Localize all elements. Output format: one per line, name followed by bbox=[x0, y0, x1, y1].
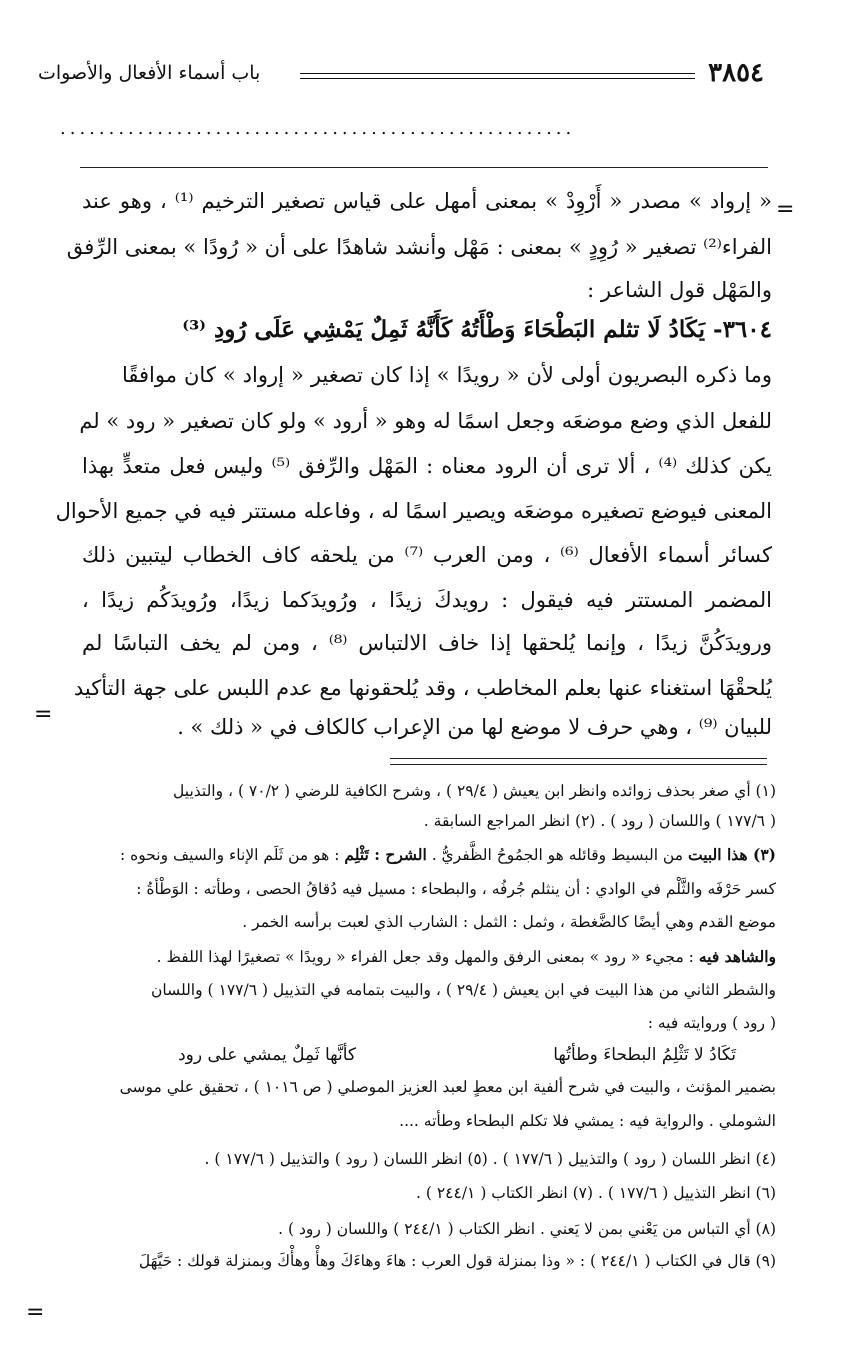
footnote-heading: (٣) هذا البيت bbox=[687, 845, 776, 864]
footnote-line: والشطر الثاني من هذا البيت في ابن يعيش ( ٢٩/٤ ) ، والبيت بتمامه في التذييل ( ١٧٧/٦ ) واللسان bbox=[151, 981, 776, 999]
footnote-line: (٩) قال في الكتاب ( ٢٤٤/١ ) : « وذا بمنزلة قول العرب : هاءَ وهاءَكَ وهأْ وهأْكَ وبمنزلة قولك : حَيَّهَلَ bbox=[138, 1252, 776, 1270]
text-line: الفراء⁽²⁾ تصغير « رُوِدٍ » بمعنى : مَهْل وأنشد شاهدًا على أن « رُودًا » بمعنى الرِّفق bbox=[66, 235, 772, 259]
text-line: والمَهْل قول الشاعر : bbox=[587, 278, 772, 302]
footnote-line: ( ١٧٧/٦ ) واللسان ( رود ) . (٢) انظر المراجع السابقة . bbox=[423, 812, 776, 830]
text-line: المضمر المستتر فيه فيقول : رويدكَ زيدًا ، ورُويدَكما زيدًا، ورُويدَكُم زيدًا ، bbox=[82, 588, 772, 612]
footnote-line bbox=[157, 947, 776, 966]
page-number: ٣٨٥٤ bbox=[708, 58, 764, 88]
footnote-line: الشوملي . والرواية فيه : يمشي فلا تكلم البطحاء وطأته .... bbox=[399, 1112, 776, 1130]
footnote-line: موضع القدم وهي أيضًا كالضَّغطة ، وثمل : الثمل : الشارب الذي لعبت برأسه الخمر . bbox=[242, 913, 776, 931]
verse-hemistich: كأنَّها ثَمِلٌ يمشي على رود bbox=[178, 1045, 356, 1065]
text-line: وما ذكره البصريون أولى لأن « رويدًا » إذا كان تصغير « إرواد » كان موافقًا bbox=[122, 363, 772, 387]
separator-line bbox=[80, 167, 768, 168]
text-line: « إرواد » مصدر « أَرْوِدْ » بمعنى أمهل على قياس تصغير الترخيم ⁽¹⁾ ، وهو عند bbox=[82, 189, 772, 213]
header-rule bbox=[300, 78, 695, 79]
footnote-line: كسر حَرْفَه والثَّلْم في الوادي : أن ينثلم جُرفُه ، والبطحاء : مسيل فيه دُقاقُ الحصى ، وطأته : الوَطْأةُ : bbox=[136, 880, 776, 898]
omission-dots: ..................................................... bbox=[60, 118, 576, 139]
footnote-separator bbox=[390, 764, 767, 765]
text-line: كسائر أسماء الأفعال ⁽⁶⁾ ، ومن العرب ⁽⁷⁾ من يلحقه كاف الخطاب ليتبين ذلك bbox=[82, 543, 772, 567]
footnote-line bbox=[120, 845, 776, 864]
header-rule bbox=[300, 73, 695, 74]
verse-hemistich: تَكَادُ لا تَثْلِمُ البطحاءَ وطأتُها bbox=[553, 1045, 736, 1065]
chapter-title: باب أسماء الأفعال والأصوات bbox=[38, 62, 261, 84]
text-line: يكن كذلك ⁽⁴⁾ ، ألا ترى أن الرود معناه : المَهْل والرِّفق ⁽⁵⁾ وليس فعل متعدٍّ بهذا bbox=[82, 454, 772, 478]
continuation-mark: = bbox=[34, 702, 53, 727]
footnote-line: (٤) انظر اللسان ( رود ) والتذييل ( ١٧٧/٦ ) . (٥) انظر اللسان ( رود ) والتذييل ( ١٧٧/٦ ) . bbox=[204, 1150, 776, 1168]
text-line: يُلحقْهَا استغناء عنها بعلم المخاطب ، وقد يُلحقونها مع عدم اللبس على جهة التأكيد bbox=[73, 676, 772, 700]
footnote-text: : هو من ثَلَم الإناء والسيف ونحوه : bbox=[120, 846, 345, 864]
footnote-line: (٨) أي التباس من يَعْني بمن لا يَعني . انظر الكتاب ( ٢٤٤/١ ) واللسان ( رود ) . bbox=[278, 1220, 776, 1238]
footnote-line: بضمير المؤنث ، والبيت في شرح ألفية ابن معطٍ لعبد العزيز الموصلي ( ص ١٠١٦ ) ، تحقيق علي موسى bbox=[119, 1078, 776, 1096]
footnote-line: ( رود ) وروايته فيه : bbox=[647, 1014, 776, 1032]
text-line: للفعل الذي وضع موضعَه وجعل اسمًا له وهو « أرود » ولو كان تصغير « رود » لم bbox=[79, 409, 772, 433]
text-line: للبيان ⁽⁹⁾ ، وهي حرف لا موضع لها من الإعراب كالكاف في « ذلك » . bbox=[177, 715, 772, 739]
footnote-line: (٦) انظر التذييل ( ١٧٧/٦ ) . (٧) انظر الكتاب ( ٢٤٤/١ ) . bbox=[416, 1184, 776, 1202]
footnote-text: من البسيط وقائله هو الجمُوحُ الظَّفريُّ . bbox=[426, 846, 688, 864]
verse-line: ٣٦٠٤- يَكَادُ لَا تثلم البَطْحَاءَ وَطْأَتُهُ كَأَنَّهُ ثَمِلٌ يَمْشِي عَلَى رُودِ ⁽³⁾ bbox=[182, 316, 772, 343]
continuation-mark: = bbox=[26, 1300, 45, 1325]
text-line: ورويدَكُنَّ زيدًا ، وإنما يُلحقها إذا خاف الالتباس ⁽⁸⁾ ، ومن لم يخف التباسًا لم bbox=[82, 631, 772, 655]
footnote-heading: والشاهد فيه bbox=[698, 947, 776, 966]
footnote-heading: الشرح : تَثْلِم bbox=[344, 845, 427, 864]
footnote-separator bbox=[390, 758, 767, 759]
footnote-text: : مجيء « رود » بمعنى الرفق والمهل وقد جعل الفراء « رويدًا » تصغيرًا لهذا اللفظ . bbox=[156, 948, 699, 966]
text-line: المعنى فيوضع تصغيره موضعَه ويصير اسمًا له ، وفاعله مستتر فيه في جميع الأحوال bbox=[55, 499, 772, 523]
continuation-mark: = bbox=[776, 197, 795, 222]
footnote-line: (١) أي صغر بحذف زوائده وانظر ابن يعيش ( ٢٩/٤ ) ، وشرح الكافية للرضي ( ٧٠/٢ ) ، والتذييل bbox=[173, 782, 776, 800]
